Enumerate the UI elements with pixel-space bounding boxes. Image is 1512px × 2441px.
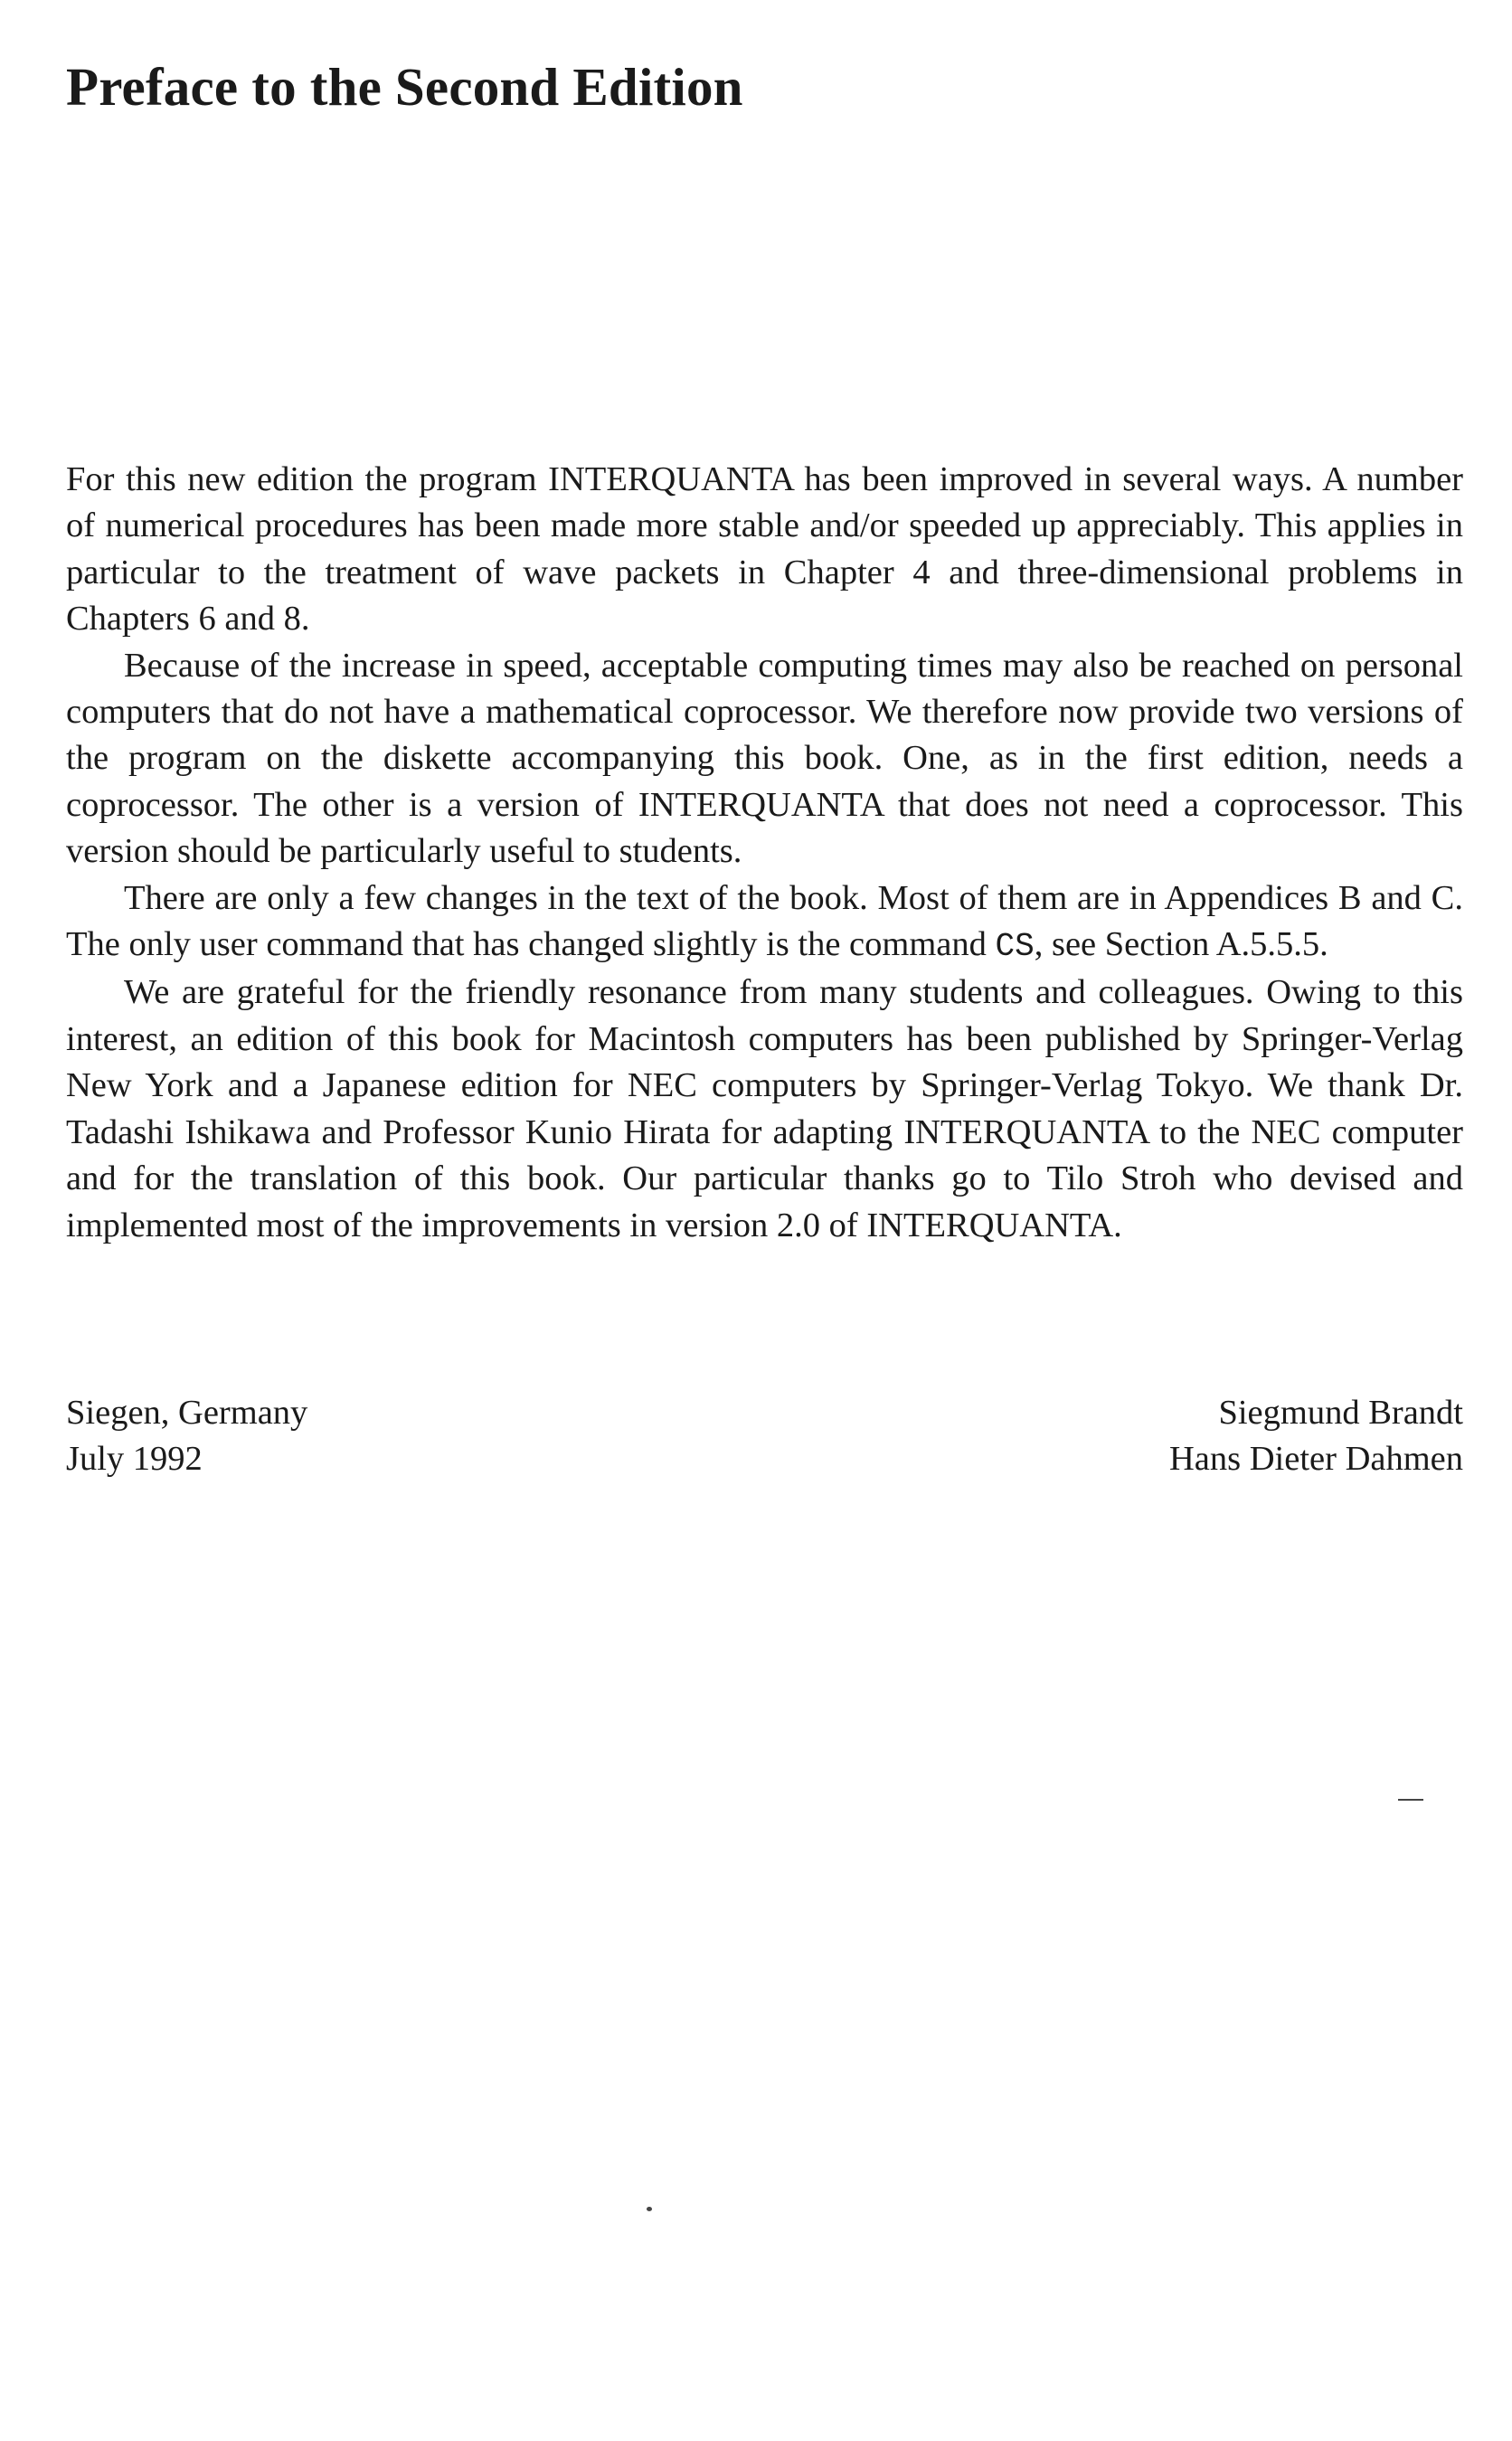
paragraph-changes-text-before: There are only a few changes in the text of the book. Most of them are in Appendices B and C. The only user command that has changed slightly is the command [66,878,1463,964]
paragraph-changes [66,875,1463,970]
paragraph-changes-text-after: , see Section A.5.5.5. [1034,925,1328,964]
preface-body [66,457,1463,1249]
author-name: Hans Dieter Dahmen [1169,1440,1463,1479]
paragraph-thanks: We are grateful for the friendly resonance from many students and colleagues. Owing to this interest, an edition of this book for Macintosh computers has been published by Springer-Verlag New York and a Japanese edition for NEC computers by Springer-Verlag Tokyo. We thank Dr. Tadashi Ishikawa and Professor Kunio Hirata for adapting INTERQUANTA to the NEC computer and for the translation of this book. Our particular thanks go to Tilo Stroh who devised and implemented most of the improvements in version 2.0 of INTERQUANTA. [66,973,1463,1244]
scan-mark [1398,1799,1423,1801]
page-title: Preface to the Second Edition [66,57,743,117]
document-page [66,0,1463,2441]
place: Siegen, Germany [66,1394,308,1432]
date: July 1992 [66,1440,203,1479]
scan-mark [647,2207,652,2211]
authors [1169,1390,1463,1483]
paragraph-improvements: For this new edition the program INTERQUANTA has been improved in several ways. A number of numerical procedures has been made more stable and/or speeded up appreciably. This applies in particular to the treatment of wave packets in Chapter 4 and three-dimensional problems in Chapters 6 and 8. [66,460,1463,639]
command-code: CS [995,928,1035,966]
place-and-date [66,1390,307,1483]
author-name: Siegmund Brandt [1218,1394,1463,1432]
paragraph-speed: Because of the increase in speed, acceptable computing times may also be reached on personal computers that do not have a mathematical coprocessor. We therefore now provide two versions of the program on the diskette accompanying this book. One, as in the first edition, needs a coprocessor. The other is a version of INTERQUANTA that does not need a coprocessor. This version should be particularly useful to students. [66,646,1463,871]
